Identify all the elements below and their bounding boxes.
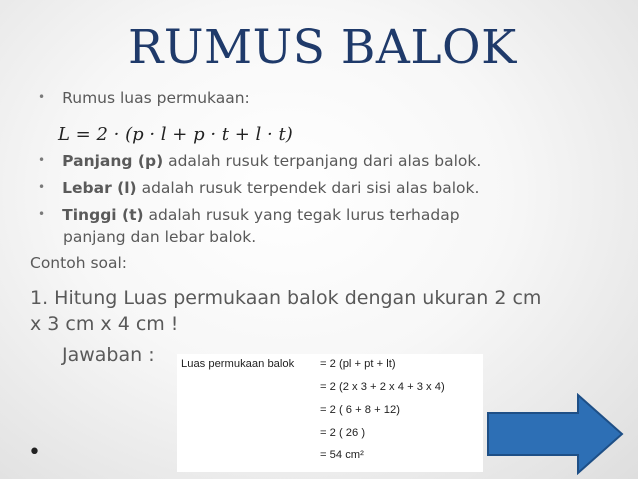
solution-step: = 2 ( 26 ) (320, 427, 366, 439)
bullet-dot: • (38, 153, 46, 167)
term-tinggi: Tinggi (t) (62, 206, 144, 224)
term-panjang: Panjang (p) (62, 152, 164, 170)
solution-step: = 2 (pl + pt + lt) (320, 358, 396, 370)
empty-bullet: • (28, 440, 41, 465)
definition-panjang (38, 151, 481, 170)
desc-panjang: adalah rusuk terpanjang dari alas balok. (163, 152, 482, 170)
bullet-dot: • (38, 90, 46, 104)
intro-text: Rumus luas permukaan: (62, 89, 250, 107)
definition-tinggi (38, 205, 460, 224)
intro-bullet (38, 88, 250, 107)
right-arrow-icon (486, 393, 626, 475)
solution-image (177, 354, 483, 472)
solution-step: = 2 ( 6 + 8 + 12) (320, 404, 400, 416)
surface-area-formula: L = 2 · (p · l + p · t + l · t) (58, 124, 293, 145)
definition-lebar (38, 178, 479, 197)
example-heading: Contoh soal: (30, 254, 128, 272)
desc-lebar: adalah rusuk terpendek dari sisi alas balok. (136, 179, 480, 197)
answer-label: Jawaban : (62, 344, 155, 366)
next-arrow-button[interactable] (486, 393, 626, 479)
question-line-2: x 3 cm x 4 cm ! (30, 313, 179, 335)
desc-tinggi-cont: panjang dan lebar balok. (63, 228, 257, 246)
solution-step: = 54 cm² (320, 449, 364, 461)
solution-step: = 2 (2 x 3 + 2 x 4 + 3 x 4) (320, 381, 445, 393)
bullet-dot: • (38, 207, 46, 221)
solution-label: Luas permukaan balok (181, 358, 295, 370)
slide-title: RUMUS BALOK (128, 20, 517, 75)
term-lebar: Lebar (l) (62, 179, 137, 197)
desc-tinggi: adalah rusuk yang tegak lurus terhadap (143, 206, 460, 224)
bullet-dot: • (38, 180, 46, 194)
question-line-1: 1. Hitung Luas permukaan balok dengan ukuran 2 cm (30, 287, 542, 309)
